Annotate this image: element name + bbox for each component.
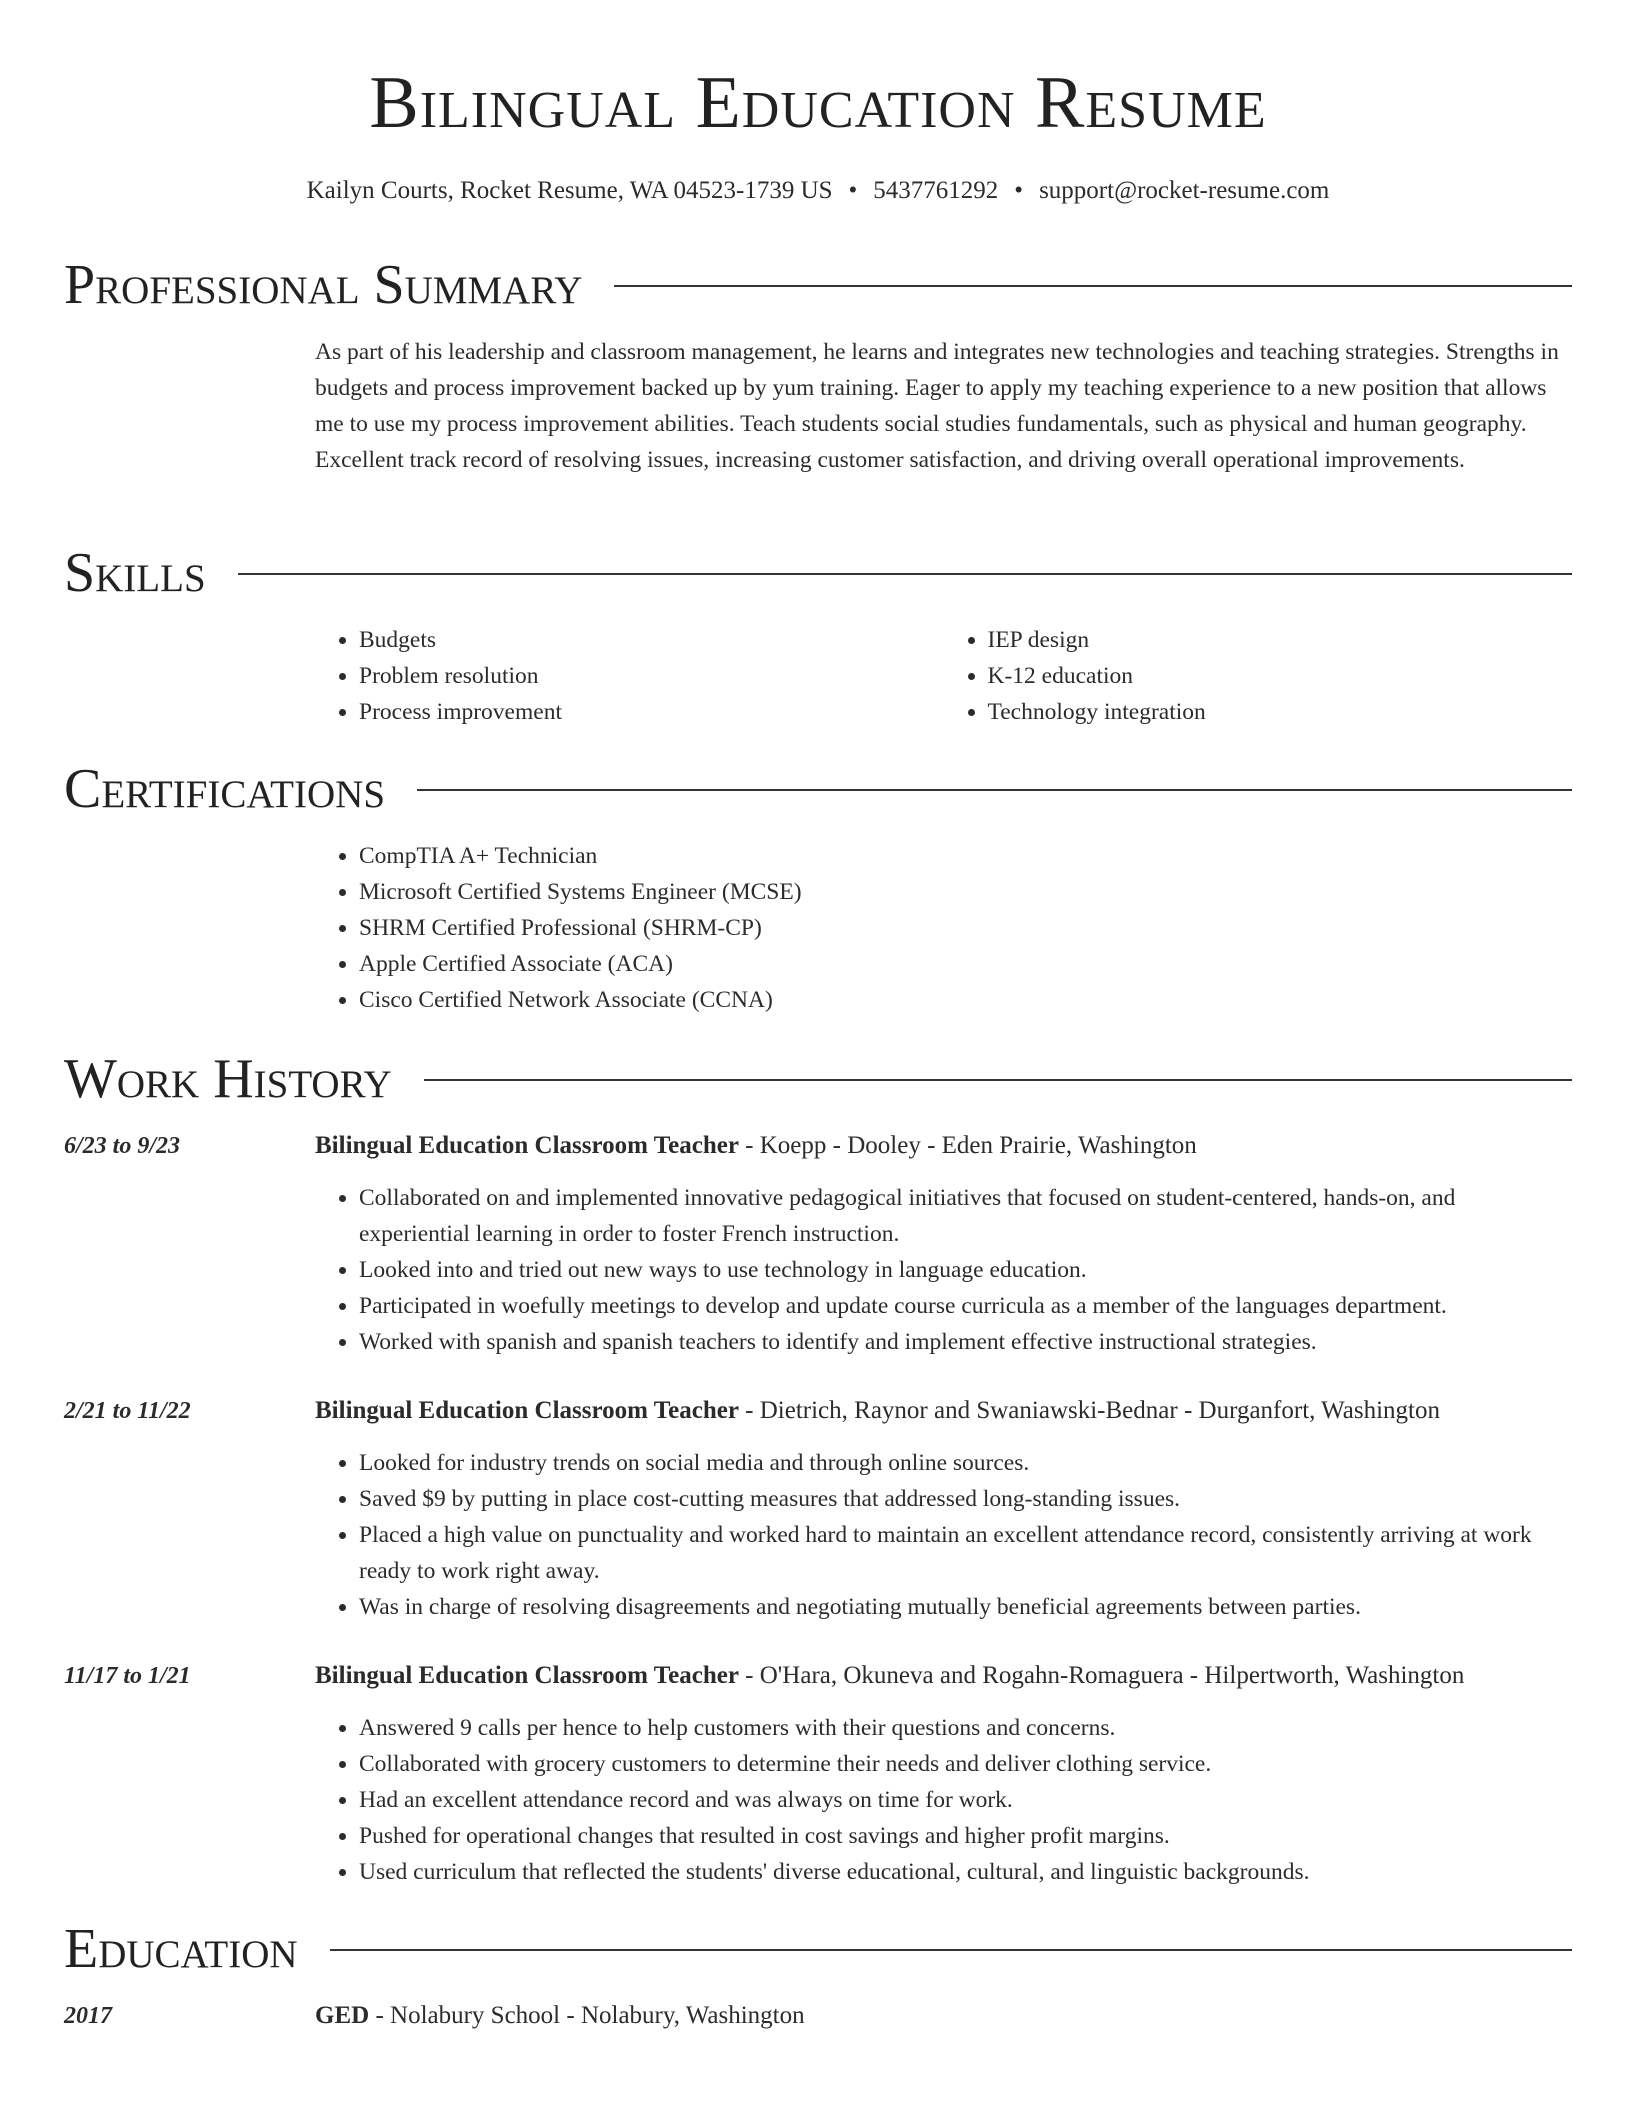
skills-list-left [315,622,944,730]
job-bullet: • Collaborated on and implemented innovative pedagogical initiatives that focused on student-centered, hands-on, and experiential learning in order to foster French instruction. [359,1180,1572,1252]
job-details: - Dietrich, Raynor and Swaniawski-Bednar - Durganfort, Washington [738,1397,1440,1424]
job-date: 6/23 to 9/23 [64,1133,181,1159]
skill-item: • Process improvement [359,694,944,730]
job-bullet: • Pushed for operational changes that resulted in cost savings and higher profit margins. [359,1818,1572,1854]
contact-phone: 5437761292 [873,177,999,204]
job-bullet: • Placed a high value on punctuality and worked hard to maintain an excellent attendance record, consistently arriving at work ready to work right away. [359,1517,1572,1589]
job-bullet: • Had an excellent attendance record and was always on time for work. [359,1782,1572,1818]
skills-heading-text: Skills [64,542,206,604]
job-role-line [315,1658,1572,1694]
skill-item: • Problem resolution [359,658,944,694]
job-bullets [315,1710,1572,1890]
contact-address: Kailyn Courts, Rocket Resume, WA 04523-1739 US [306,177,833,204]
skill-item: • Technology integration [988,694,1573,730]
section-divider [238,573,1572,575]
certification-item: • Apple Certified Associate (ACA) [359,946,1572,982]
resume-title: Bilingual Education Resume [369,62,1267,144]
education-details: - Nolabury School - Nolabury, Washington [369,2002,805,2029]
contact-separator: • [1014,177,1024,204]
work-history-heading-text: Work History [64,1048,392,1110]
certifications-heading-text: Certifications [64,758,386,820]
certification-item: • Cisco Certified Network Associate (CCNA) [359,982,1572,1018]
job-title: Bilingual Education Classroom Teacher [315,1397,739,1424]
job-role-line [315,1128,1572,1164]
skills-grid [315,622,1572,730]
skills-list-right [944,622,1573,730]
skills-section [315,622,1572,730]
certification-item: • SHRM Certified Professional (SHRM-CP) [359,910,1572,946]
summary-section [315,334,1572,478]
skill-item: • IEP design [988,622,1573,658]
education-line [315,1998,1572,2034]
summary-heading-text: Professional Summary [64,254,583,316]
job-bullets [315,1445,1572,1625]
job-title: Bilingual Education Classroom Teacher [315,1662,739,1689]
contact-email: support@rocket-resume.com [1039,177,1330,204]
certifications-section [315,838,1572,1018]
job-bullet: • Participated in woefully meetings to develop and update course curricula as a member of the languages department. [359,1288,1572,1324]
job-title: Bilingual Education Classroom Teacher [315,1132,739,1159]
job-details: - Koepp - Dooley - Eden Prairie, Washington [738,1132,1197,1159]
job-bullet: • Used curriculum that reflected the students' diverse educational, cultural, and linguistic backgrounds. [359,1854,1572,1890]
section-divider [614,285,1572,287]
skills-heading [64,541,1572,605]
summary-text: As part of his leadership and classroom management, he learns and integrates new technologies and teaching strategies. Strengths in budgets and process improvement backed up by yum training. Eager to apply my teaching experience to a new position that allows me to use my process improvement abilities. Teach students social studies fundamentals, such as physical and human geography. Excellent track record of resolving issues, increasing customer satisfaction, and driving overall operational improvements. [315,339,1559,473]
education-heading-text: Education [64,1918,298,1980]
job-bullet: • Saved $9 by putting in place cost-cutting measures that addressed long-standing issues. [359,1481,1572,1517]
job-bullets [315,1180,1572,1360]
job-bullet: • Answered 9 calls per hence to help customers with their questions and concerns. [359,1710,1572,1746]
skill-item: • K-12 education [988,658,1573,694]
certifications-heading [64,757,1572,821]
certifications-list [315,838,1572,1018]
education-heading [64,1917,1572,1981]
skill-item: • Budgets [359,622,944,658]
job-details: - O'Hara, Okuneva and Rogahn-Romaguera - Hilpertworth, Washington [738,1662,1465,1689]
section-divider [330,1949,1572,1951]
job-bullet: • Worked with spanish and spanish teachers to identify and implement effective instructional strategies. [359,1324,1572,1360]
work-history-heading [64,1047,1572,1111]
job-role-line [315,1393,1572,1429]
certification-item: • CompTIA A+ Technician [359,838,1572,874]
education-date: 2017 [64,2003,112,2029]
education-degree: GED [315,2002,370,2029]
summary-heading [64,253,1572,317]
job-bullet: • Looked into and tried out new ways to use technology in language education. [359,1252,1572,1288]
job-bullet: • Was in charge of resolving disagreements and negotiating mutually beneficial agreements between parties. [359,1589,1572,1625]
job-bullet: • Looked for industry trends on social media and through online sources. [359,1445,1572,1481]
job-date: 11/17 to 1/21 [64,1663,191,1689]
contact-line [64,176,1572,206]
section-divider [424,1079,1572,1081]
job-bullet: • Collaborated with grocery customers to determine their needs and deliver clothing service. [359,1746,1572,1782]
section-divider [417,789,1572,791]
job-date: 2/21 to 11/22 [64,1398,191,1424]
contact-separator: • [848,177,858,204]
certification-item: • Microsoft Certified Systems Engineer (MCSE) [359,874,1572,910]
